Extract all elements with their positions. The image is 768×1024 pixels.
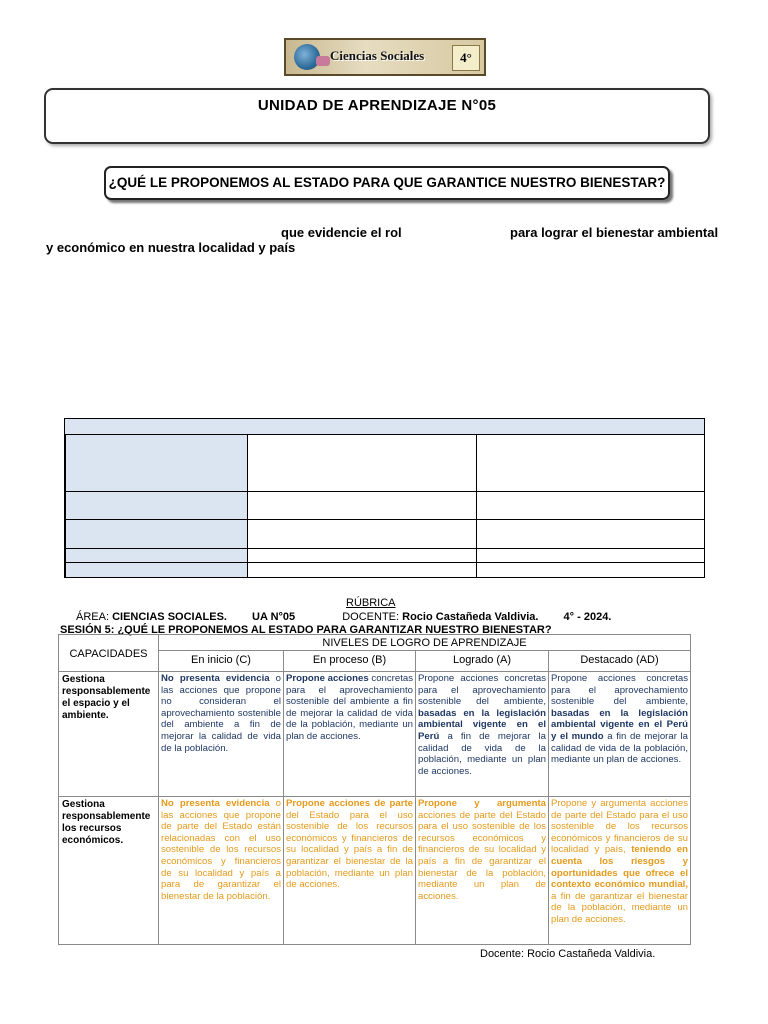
empty-table-cell [247, 562, 477, 578]
capacities-header-cell [58, 634, 159, 672]
empty-table-header [65, 419, 704, 435]
rubric-cell-2-c: No presenta evidencia o las acciones que propone de parte del Estado están relacionadas con el uso sostenible de los recursos económicos y financieros de su localidad y país a para de garantizar el bienestar de la población. [158, 796, 284, 945]
capacities-header: CAPACIDADES [69, 648, 148, 660]
levels-header: NIVELES DE LOGRO DE APRENDIZAJE [322, 637, 527, 649]
rubric-cell-2-ad: Propone y argumenta acciones de parte del Estado para el uso sostenible de los recursos económicos y financieros de su localidad y país, teniendo en cuenta los riesgos y oportunidades que ofrece el contexto económico mundial, a fin de garantizar el bienestar de la población, mediante un plan de acciones. [548, 796, 691, 945]
rubric-heading: RÚBRICA [346, 597, 396, 609]
footer-docente: Docente: Rocio Castañeda Valdivia. [480, 948, 656, 960]
empty-table-cell [247, 548, 477, 563]
capacity-cell-2 [58, 796, 159, 945]
rubric-table [58, 634, 691, 945]
level-header-c: En inicio (C) [158, 650, 284, 672]
logo-title: Ciencias Sociales [330, 48, 425, 63]
rubric-cell-2-b: Propone acciones de parte del Estado para el uso sostenible de los recursos económicos y financieros de su localidad y país a fin de garantizar el bienestar de la población, mediante un plan de acciones. [283, 796, 416, 945]
empty-table-cell [65, 519, 248, 549]
rubric-cell-2-a: Propone y argumenta acciones de parte del Estado para el uso sostenible de los recursos económicos y financieros de su localidad y país a fin de garantizar el bienestar de la población, mediante un plan de acciones. [415, 796, 549, 945]
level-header-ad: Destacado (AD) [548, 650, 691, 672]
rubric-cell-1-a: Propone acciones concretas para el aprovechamiento sostenible del ambiente, basadas en la legislación ambiental vigente en el Perú a fin de mejorar la calidad de vida de la población, mediante un plan de acciones. [415, 671, 549, 797]
empty-table-cell [65, 562, 248, 578]
question-text: ¿QUÉ LE PROPONEMOS AL ESTADO PARA QUE GARANTICE NUESTRO BIENESTAR? [108, 175, 666, 190]
grade-year: 4° - 2024. [563, 611, 612, 623]
empty-table-cell [476, 491, 705, 520]
docente-value: Rocio Castañeda Valdivia. [402, 611, 539, 623]
paragraph-fragment-2: para lograr el bienestar ambiental [510, 225, 719, 240]
course-logo [284, 38, 486, 76]
empty-table-cell [476, 519, 705, 549]
rubric-cell-1-c: No presenta evidencia o las acciones que propone no consideran el aprovechamiento sostenible del ambiente a fin de mejorar la calidad de vida de la población. [158, 671, 284, 797]
level-header-a: Logrado (A) [415, 650, 549, 672]
empty-table-cell [476, 562, 705, 578]
session-title: SESIÓN 5: ¿QUÉ LE PROPONEMOS AL ESTADO PARA GARANTIZAR NUESTRO BIENESTAR? [60, 624, 552, 636]
rubric-cell-1-ad: Propone acciones concretas para el aprovechamiento sostenible del ambiente, basadas en la legislación ambiental vigente en el Perú y el mundo a fin de mejorar la calidad de vida de la población, mediante un plan de acciones. [548, 671, 691, 797]
unit-title-box [44, 88, 710, 144]
empty-table-cell [247, 519, 477, 549]
docente-label: DOCENTE: [342, 611, 403, 623]
empty-table-cell [65, 434, 248, 492]
empty-table-cell [247, 491, 477, 520]
ua-number: UA N°05 [252, 611, 296, 623]
empty-table-cell [247, 434, 477, 492]
empty-table-cell [65, 491, 248, 520]
level-header-b: En proceso (B) [283, 650, 416, 672]
levels-header-cell [158, 634, 691, 651]
capacity-cell-1 [58, 671, 159, 797]
paragraph-line-2: y económico en nuestra localidad y país [46, 240, 296, 255]
empty-table-cell [476, 548, 705, 563]
empty-table-cell [65, 548, 248, 563]
rubric-info-line [76, 611, 611, 623]
empty-table [64, 418, 705, 578]
empty-table-cell [476, 434, 705, 492]
hand-icon [316, 56, 330, 66]
logo-grade: 4° [452, 45, 480, 71]
unit-title: UNIDAD DE APRENDIZAJE N°05 [257, 97, 497, 114]
capacity-2: Gestiona responsablemente los recursos económicos. [62, 799, 151, 846]
question-box [104, 166, 670, 200]
paragraph-fragment-1: que evidencie el rol [281, 225, 402, 240]
capacity-1: Gestiona responsablemente el espacio y el ambiente. [62, 674, 151, 721]
rubric-cell-1-b: Propone acciones concretas para el aprovechamiento sostenible del ambiente a fin de mejorar la calidad de vida de la población, mediante un plan de acciones. [283, 671, 416, 797]
area-label: ÁREA: [76, 611, 113, 623]
area-value: CIENCIAS SOCIALES. [112, 611, 227, 623]
